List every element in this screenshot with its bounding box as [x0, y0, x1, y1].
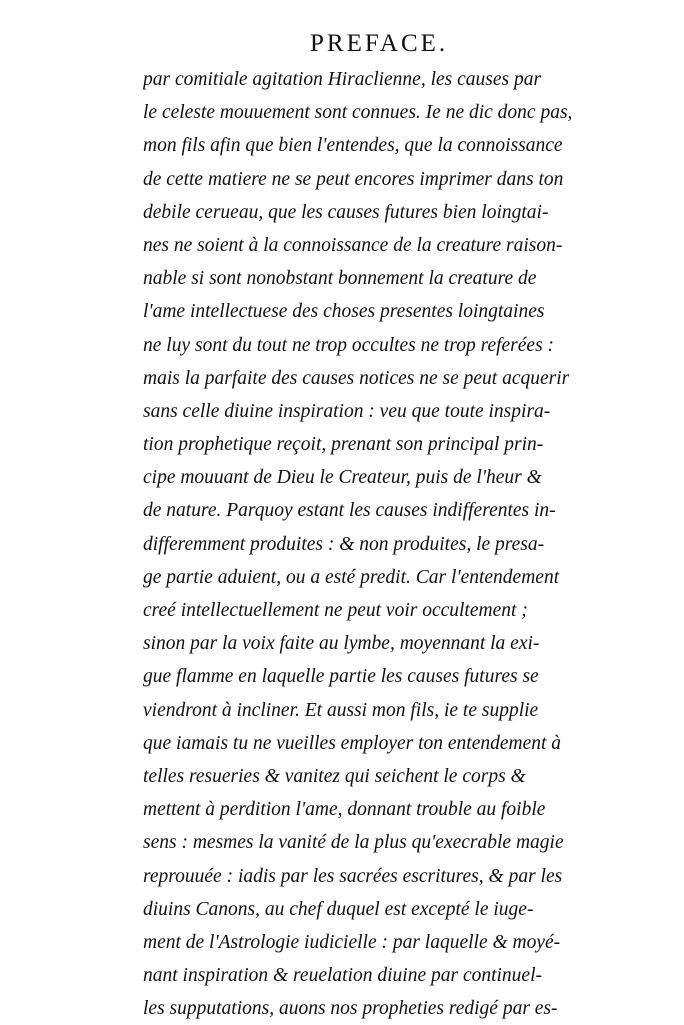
text-line: diuins Canons, au chef duquel est excepté le iuge- — [143, 898, 534, 920]
text-line: creé intellectuellement ne peut voir occultement ; — [143, 600, 528, 621]
text-line: l'ame intellectuese des choses presentes loingtaines — [143, 301, 545, 323]
text-line: que iamais tu ne vueilles employer ton entendement à — [143, 732, 562, 754]
text-line: de cette matiere ne se peut encores imprimer dans ton — [143, 168, 564, 190]
text-line: mon fils afin que bien l'entendes, que la connoissance — [143, 135, 563, 157]
text-line: sens : mesmes la vanité de la plus qu'execrable magie — [143, 832, 564, 854]
text-line: les supputations, auons nos propheties redigé par es- — [143, 998, 558, 1020]
text-line: viendront à incliner. Et aussi mon fils, ie te supplie — [143, 699, 539, 721]
text-line: gue flamme en laquelle partie les causes futures se — [143, 666, 539, 688]
text-line: mais la parfaite des causes notices ne se peut acquerir — [143, 367, 570, 389]
text-line: nes ne soient à la connoissance de la creature raison- — [143, 234, 563, 256]
text-line: le celeste mouuement sont connues. Ie ne dic donc pas, — [143, 102, 573, 124]
text-line: ne luy sont du tout ne trop occultes ne trop referées : — [143, 334, 555, 356]
text-line: tion prophetique reçoit, prenant son principal prin- — [143, 434, 544, 456]
text-line: de nature. Parquoy estant les causes indifferentes in- — [143, 500, 556, 522]
body-text — [143, 63, 643, 1025]
text-line: differemment produites : & non produites, le presa- — [143, 533, 545, 555]
running-head: PREFACE. — [310, 30, 449, 57]
text-line: sans celle diuine inspiration : veu que toute inspira- — [143, 400, 551, 422]
text-line: ment de l'Astrologie iudicielle : par laquelle & moyé- — [143, 931, 561, 953]
text-line: telles resueries & vanitez qui seichent le corps & — [143, 765, 526, 787]
text-line: nant inspiration & reuelation diuine par continuel- — [143, 965, 542, 987]
text-line: par comitiale agitation Hiraclienne, les causes par — [143, 69, 542, 90]
text-line: sinon par la voix faite au lymbe, moyennant la exi- — [143, 633, 540, 655]
text-line: reprouuée : iadis par les sacrées escritures, & par les — [143, 865, 563, 887]
text-line: nable si sont nonobstant bonnement la creature de — [143, 268, 537, 290]
text-line: mettent à perdition l'ame, donnant trouble au foible — [143, 799, 546, 821]
text-line: ge partie aduient, ou a esté predit. Car l'entendement — [143, 566, 560, 588]
text-line: cipe mouuant de Dieu le Createur, puis de l'heur & — [143, 467, 542, 489]
text-line: debile cerueau, que les causes futures bien loingtai- — [143, 201, 549, 223]
